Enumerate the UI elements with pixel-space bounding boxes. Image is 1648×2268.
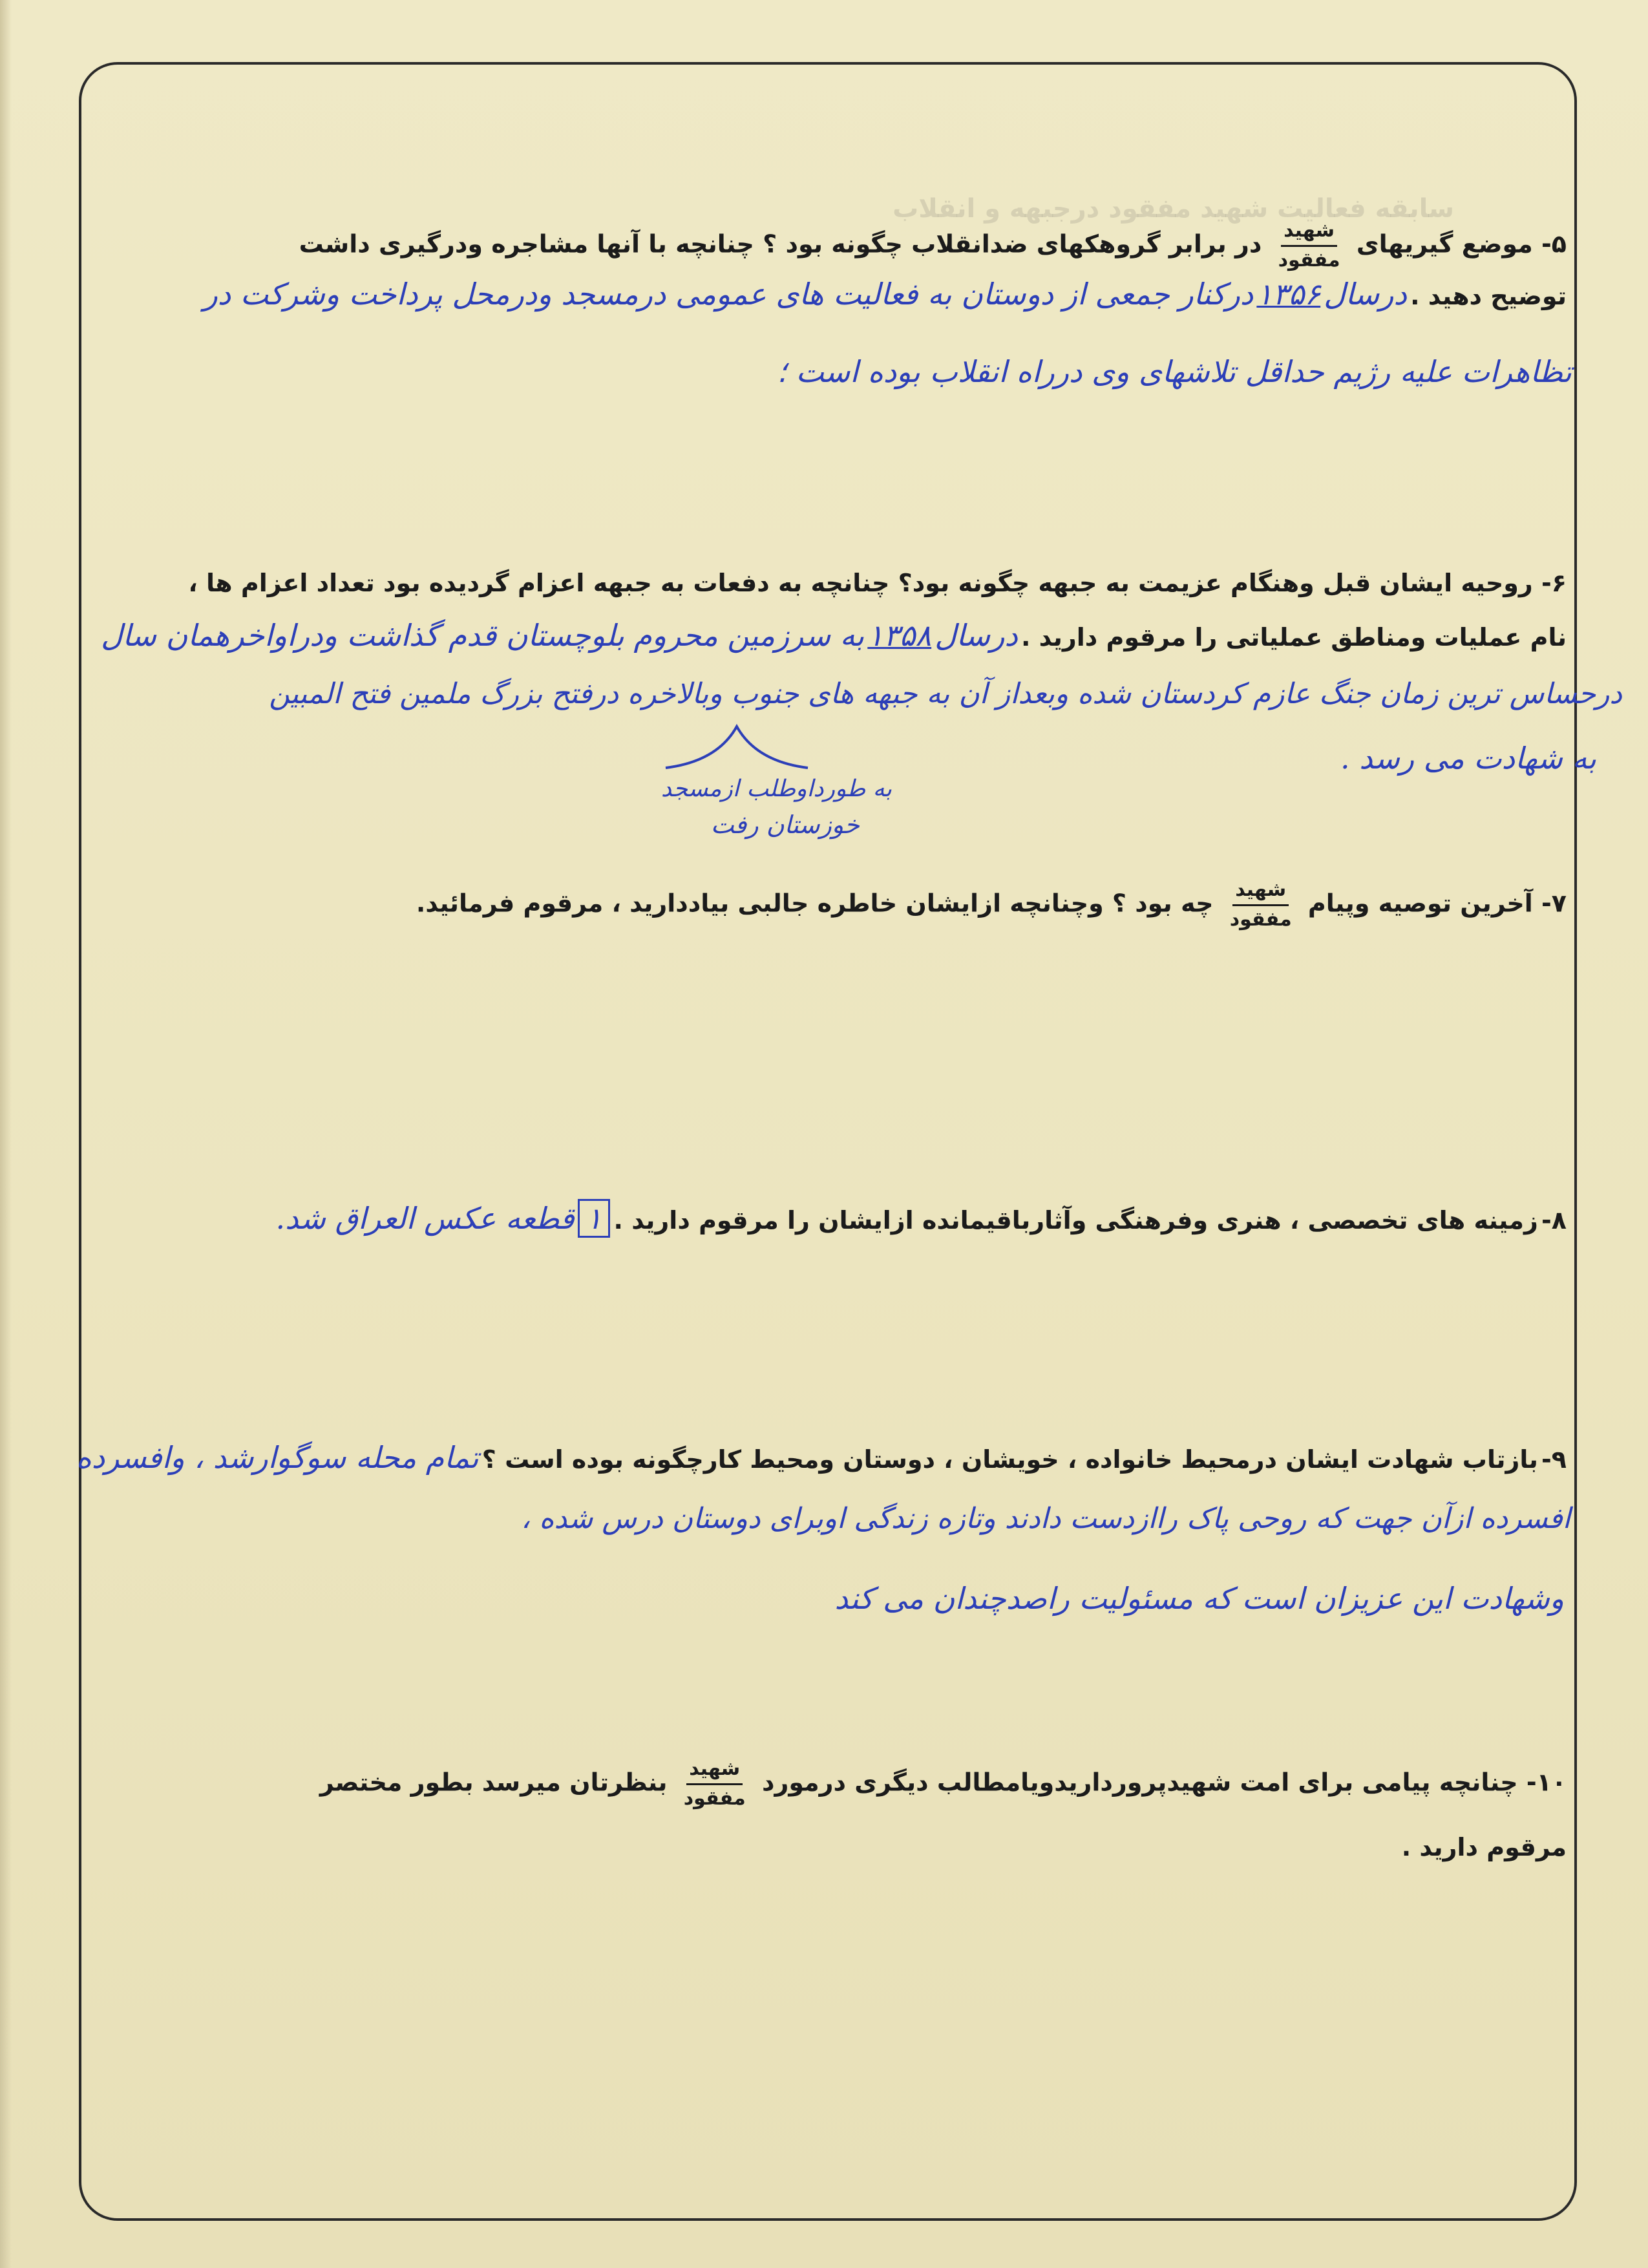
- q8-answer-text: قطعه عکس العراق شد.: [275, 1201, 575, 1236]
- q5-number: ۵-: [1541, 229, 1567, 259]
- q8-text-a: زمینه های تخصصی ، هنری وفرهنگی وآثارباقیمانده ازایشان را مرقوم دارید .: [613, 1206, 1538, 1235]
- q7-text-b: چه بود ؟ وچنانچه ازایشان خاطره جالبی بیاددارید ، مرقوم فرمائید.: [416, 889, 1214, 918]
- q10-line-1: [0, 1758, 1648, 1810]
- q8-answer-count: ۱: [578, 1199, 611, 1238]
- q5-text-c: توضیح دهید .: [1410, 282, 1567, 310]
- q9-answer-line-2: افسرده ازآن جهت که روحی پاک راازدست دادند وتازه زندگی اوبرای دوستان درس شده ،: [521, 1502, 1570, 1535]
- insertion-caret: [659, 723, 814, 774]
- q9-answer-1: تمام محله سوگوارشد ، وافسرده: [76, 1440, 479, 1475]
- q6-text-b: نام عملیات ومناطق عملیاتی را مرقوم دارید .: [1021, 623, 1567, 652]
- q9-answer-line-3: وشهادت این عزیزان است که مسئولیت راصدچندان می کند: [834, 1581, 1564, 1616]
- q10-line-2: مرقوم دارید .: [1401, 1833, 1567, 1861]
- q6-answer-year: ۱۳۵۸: [867, 618, 932, 653]
- q9-text-a: بازتاب شهادت ایشان درمحیط خانواده ، خویشان ، دوستان ومحیط کارچگونه بوده است ؟: [481, 1445, 1538, 1474]
- q7-text-a: آخرین توصیه وپیام: [1307, 889, 1533, 918]
- q6-answer-1a: درسال: [935, 618, 1018, 653]
- q5-line-1: [0, 220, 1648, 271]
- q6-line-2: [0, 618, 1648, 653]
- fraction-denominator: مفقود: [1229, 907, 1292, 931]
- q6-line-1: [0, 569, 1648, 597]
- q7-line-1: [0, 879, 1648, 931]
- q5-answer-line-2: تظاهرات علیه رژیم حداقل تلاشهای وی درراه انقلاب بوده است ؛: [777, 354, 1572, 389]
- fraction-denominator: مفقود: [683, 1786, 746, 1810]
- q6-insert-line-2: خوزستان رفت: [710, 811, 860, 839]
- q6-number: ۶-: [1541, 569, 1567, 597]
- q6-text-a: روحیه ایشان قبل وهنگام عزیمت به جبهه چگونه بود؟ چنانچه به دفعات به جبهه اعزام گردیده بود تعداد اعزام ها ،: [188, 569, 1533, 597]
- fraction-numerator: شهید: [686, 1758, 743, 1785]
- q10-text-a: چنانچه پیامی برای امت شهیدپرورداریدویامطالب دیگری درمورد: [761, 1768, 1518, 1797]
- q10-martyr-fraction: [681, 1758, 748, 1810]
- q5-line-2: [0, 277, 1648, 312]
- q6-answer-line-3: به شهادت می رسد .: [1340, 741, 1596, 776]
- q5-text-b: در برابر گروهکهای ضدانقلاب چگونه بود ؟ چنانچه با آنها مشاجره ودرگیری داشت: [299, 229, 1262, 259]
- q5-text-a: موضع گیریهای: [1356, 229, 1533, 259]
- q5-martyr-fraction: [1276, 220, 1343, 271]
- q5-answer-1a: درسال: [1324, 277, 1407, 312]
- q8-line-1: [0, 1201, 1648, 1236]
- q9-line-1: [0, 1440, 1648, 1475]
- q6-answer-1b: به سرزمین محروم بلوچستان قدم گذاشت ودراواخرهمان سال: [101, 618, 865, 653]
- q8-number: ۸-: [1541, 1206, 1567, 1235]
- q6-answer-line-2: درحساس ترین زمان جنگ عازم کردستان شده وبعداز آن به جبهه های جنوب وبالاخره درفتح بزرگ ملمین فتح المبین: [269, 677, 1622, 710]
- q10-number: ۱۰-: [1526, 1768, 1567, 1797]
- q5-answer-1b: درکنار جمعی از دوستان به فعالیت های عمومی درمسجد ودرمحل پرداخت وشرکت در: [203, 277, 1254, 312]
- q9-number: ۹-: [1541, 1445, 1567, 1474]
- fraction-numerator: شهید: [1281, 220, 1337, 247]
- faded-bleed-through-header: سابقه فعالیت شهید مفقود درجبهه و انقلاب: [893, 194, 1454, 224]
- fraction-numerator: شهید: [1232, 879, 1289, 906]
- q6-insert-line-1: به طورداوطلب ازمسجد: [660, 776, 892, 802]
- q7-number: ۷-: [1541, 889, 1567, 918]
- q7-martyr-fraction: [1227, 879, 1294, 931]
- fraction-denominator: مفقود: [1278, 248, 1340, 271]
- paper-edge-shadow: [0, 0, 12, 2268]
- q10-text-b: بنظرتان میرسد بطور مختصر: [319, 1768, 668, 1797]
- q5-answer-year: ۱۳۵۶: [1256, 277, 1321, 312]
